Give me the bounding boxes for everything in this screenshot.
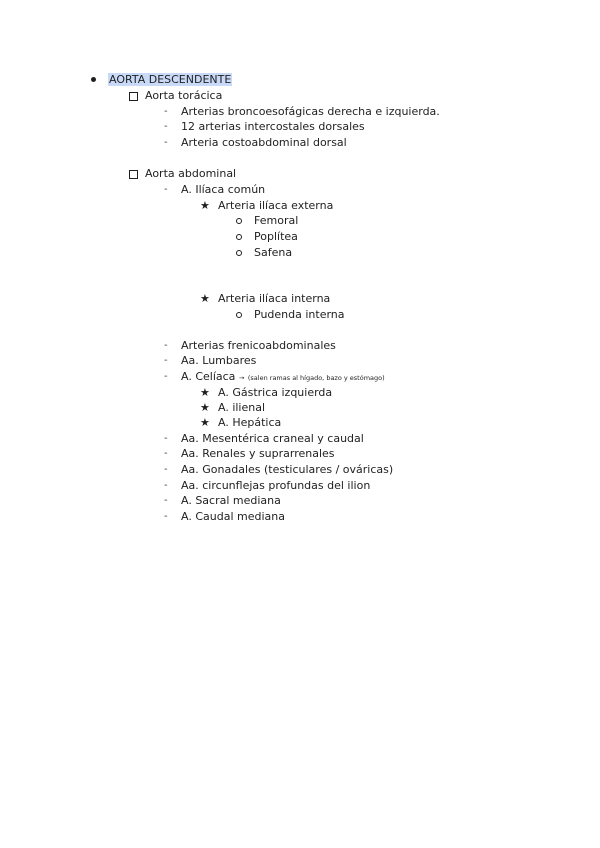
dash-icon: - (164, 448, 168, 459)
list-item: Aa. Renales y suprarrenales (181, 447, 335, 460)
section-aorta-toracica: Aorta torácica (145, 89, 223, 102)
dash-icon: - (164, 464, 168, 475)
list-item: Arteria costoabdominal dorsal (181, 136, 347, 149)
dash-icon: - (164, 121, 168, 132)
dash-icon: - (164, 137, 168, 148)
list-item: Aa. circunflejas profundas del ilion (181, 479, 371, 492)
list-item: Aa. Lumbares (181, 354, 257, 367)
list-item: Arterias broncoesofágicas derecha e izquierda. (181, 105, 440, 118)
list-item: Safena (254, 246, 293, 259)
list-item-iliaca-externa: Arteria ilíaca externa (218, 199, 334, 212)
star-icon: ★ (200, 416, 210, 429)
star-icon: ★ (200, 386, 210, 399)
heading-aorta-descendente (108, 72, 232, 87)
list-item-iliaca-interna: Arteria ilíaca interna (218, 292, 331, 305)
checkbox-icon (129, 92, 138, 101)
list-item-iliaca-comun: A. Ilíaca común (181, 183, 266, 196)
list-item: A. Gástrica izquierda (218, 386, 333, 399)
celiaca-label: A. Celíaca (181, 370, 236, 383)
celiaca-note: (salen ramas al hígado, bazo y estómago) (247, 374, 385, 382)
circle-bullet-icon (236, 218, 242, 224)
list-item: A. ilienal (218, 401, 266, 414)
list-item: Pudenda interna (254, 308, 345, 321)
list-item: Aa. Mesentérica craneal y caudal (181, 432, 364, 445)
circle-bullet-icon (236, 250, 242, 256)
star-icon: ★ (200, 199, 210, 212)
highlighted-title: AORTA DESCENDENTE (109, 73, 232, 86)
list-item: 12 arterias intercostales dorsales (181, 120, 365, 133)
dash-icon: - (164, 184, 168, 195)
star-icon: ★ (200, 401, 210, 414)
bullet-dot-icon (91, 77, 96, 82)
list-item: Aa. Gonadales (testiculares / ováricas) (181, 463, 394, 476)
list-item: Arterias frenicoabdominales (181, 339, 336, 352)
list-item-celiaca (181, 369, 385, 386)
circle-bullet-icon (236, 234, 242, 240)
list-item: A. Caudal mediana (181, 510, 285, 523)
dash-icon: - (164, 480, 168, 491)
list-item: Femoral (254, 214, 299, 227)
dash-icon: - (164, 495, 168, 506)
circle-bullet-icon (236, 312, 242, 318)
arrow-icon: → (238, 374, 245, 382)
star-icon: ★ (200, 292, 210, 305)
section-aorta-abdominal: Aorta abdominal (145, 167, 237, 180)
dash-icon: - (164, 355, 168, 366)
dash-icon: - (164, 371, 168, 382)
dash-icon: - (164, 340, 168, 351)
checkbox-icon (129, 170, 138, 179)
dash-icon: - (164, 511, 168, 522)
dash-icon: - (164, 433, 168, 444)
list-item: A. Sacral mediana (181, 494, 281, 507)
list-item: Poplítea (254, 230, 298, 243)
list-item: A. Hepática (218, 416, 282, 429)
dash-icon: - (164, 106, 168, 117)
